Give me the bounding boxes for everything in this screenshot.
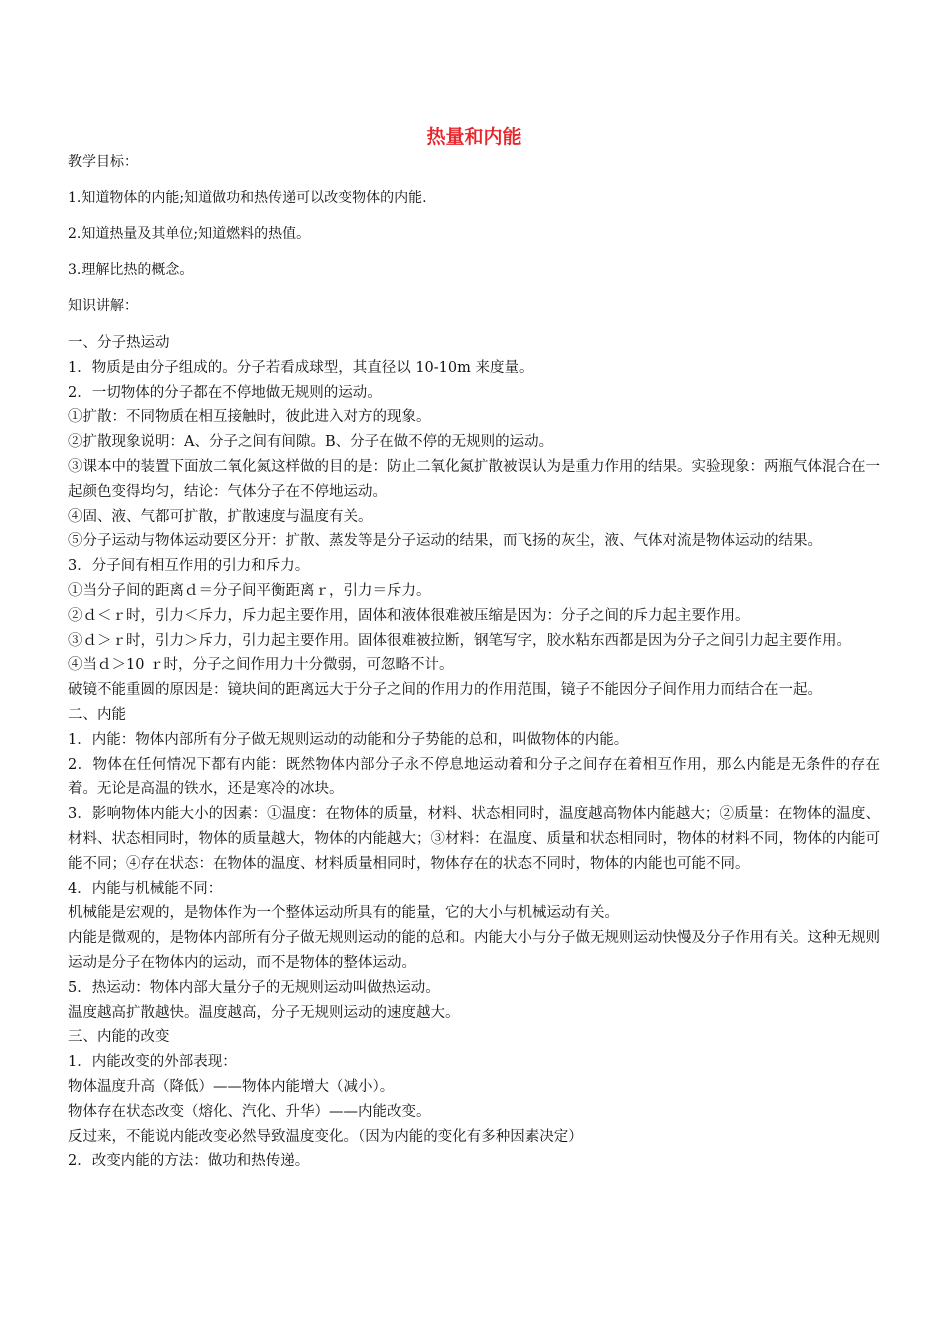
paragraph: 3．分子间有相互作用的引力和斥力。 [68, 558, 310, 575]
paragraph: ⑤分子运动与物体运动要区分开：扩散、蒸发等是分子运动的结果，而飞扬的灰尘，液、气体对流是物体运动的结果。 [68, 533, 822, 550]
paragraph: ①当分子间的距离ｄ＝分子间平衡距离ｒ，引力＝斥力。 [68, 582, 431, 599]
section-heading: 三、内能的改变 [68, 1029, 170, 1046]
paragraph: 1．物质是由分子组成的。分子若看成球型，其直径以 10-10m 来度量。 [68, 359, 534, 376]
paragraph: 1．内能改变的外部表现： [68, 1054, 237, 1071]
knowledge-heading: 知识讲解： [68, 298, 138, 314]
paragraph: 1．内能：物体内部所有分子做无规则运动的动能和分子势能的总和，叫做物体的内能。 [68, 731, 629, 748]
teaching-objectives [68, 151, 880, 317]
paragraph: 5．热运动：物体内部大量分子的无规则运动叫做热运动。 [68, 979, 440, 996]
objective-item: 3.理解比热的概念。 [68, 262, 194, 278]
objectives-heading: 教学目标： [68, 154, 138, 170]
paragraph: 破镜不能重圆的原因是：镜块间的距离远大于分子之间的作用力的作用范围，镜子不能因分子间作用力而结合在一起。 [68, 682, 822, 699]
paragraph: 4．内能与机械能不同： [68, 880, 223, 897]
paragraph: ④固、液、气都可扩散，扩散速度与温度有关。 [68, 508, 373, 525]
paragraph: 2．改变内能的方法：做功和热传递。 [68, 1153, 310, 1170]
paragraph: 内能是微观的，是物体内部所有分子做无规则运动的能的总和。内能大小与分子做无规则运动快慢及分子作用有关。这种无规则运动是分子在物体内的运动，而不是物体的整体运动。 [68, 930, 880, 971]
paragraph: 2．一切物体的分子都在不停地做无规则的运动。 [68, 384, 382, 401]
paragraph: 机械能是宏观的，是物体作为一个整体运动所具有的能量，它的大小与机械运动有关。 [68, 905, 619, 922]
paragraph: 物体存在状态改变（熔化、汽化、升华）——内能改变。 [68, 1103, 431, 1120]
paragraph: ③ｄ＞ｒ时，引力＞斥力，引力起主要作用。固体很难被拉断，钢笔写字，胶水粘东西都是因为分子之间引力起主要作用。 [68, 632, 851, 649]
paragraph: 3．影响物体内能大小的因素：①温度：在物体的质量，材料、状态相同时，温度越高物体内能越大；②质量：在物体的温度、材料、状态相同时，物体的质量越大，物体的内能越大；③材料：在温度、质量和状态相同时，物体的材料不同，物体的内能可能不同；④存在状态：在物体的温度、材料质量相同时，物体存在的状态不同时，物体的内能也可能不同。 [68, 806, 880, 872]
paragraph: ③课本中的装置下面放二氧化氮这样做的目的是：防止二氧化氮扩散被误认为是重力作用的结果。实验现象：两瓶气体混合在一起颜色变得均匀，结论：气体分子在不停地运动。 [68, 458, 880, 500]
paragraph: 温度越高扩散越快。温度越高，分子无规则运动的速度越大。 [68, 1004, 460, 1021]
section-heading: 二、内能 [68, 706, 126, 723]
paragraph: 物体温度升高（降低）——物体内能增大（减小）。 [68, 1078, 395, 1095]
paragraph: ④当ｄ＞10 ｒ时，分子之间作用力十分微弱，可忽略不计。 [68, 657, 454, 674]
paragraph: ②ｄ＜ｒ时，引力＜斥力，斥力起主要作用，固体和液体很难被压缩是因为：分子之间的斥力起主要作用。 [68, 607, 750, 624]
lecture-body [68, 331, 880, 1174]
document-page [68, 125, 880, 1174]
paragraph: 反过来，不能说内能改变必然导致温度变化。（因为内能的变化有多种因素决定） [68, 1128, 583, 1145]
document-title: 热量和内能 [426, 126, 522, 148]
section-heading: 一、分子热运动 [68, 335, 170, 351]
objective-item: 1.知道物体的内能;知道做功和热传递可以改变物体的内能. [68, 190, 427, 206]
objective-item: 2.知道热量及其单位;知道燃料的热值。 [68, 226, 311, 242]
paragraph: ②扩散现象说明：A、分子之间有间隙。B、分子在做不停的无规则的运动。 [68, 434, 554, 451]
paragraph: 2．物体在任何情况下都有内能：既然物体内部分子永不停息地运动着和分子之间存在着相互作用，那么内能是无条件的存在着。无论是高温的铁水，还是寒冷的冰块。 [68, 756, 880, 798]
paragraph: ①扩散：不同物质在相互接触时，彼此进入对方的现象。 [68, 409, 431, 426]
